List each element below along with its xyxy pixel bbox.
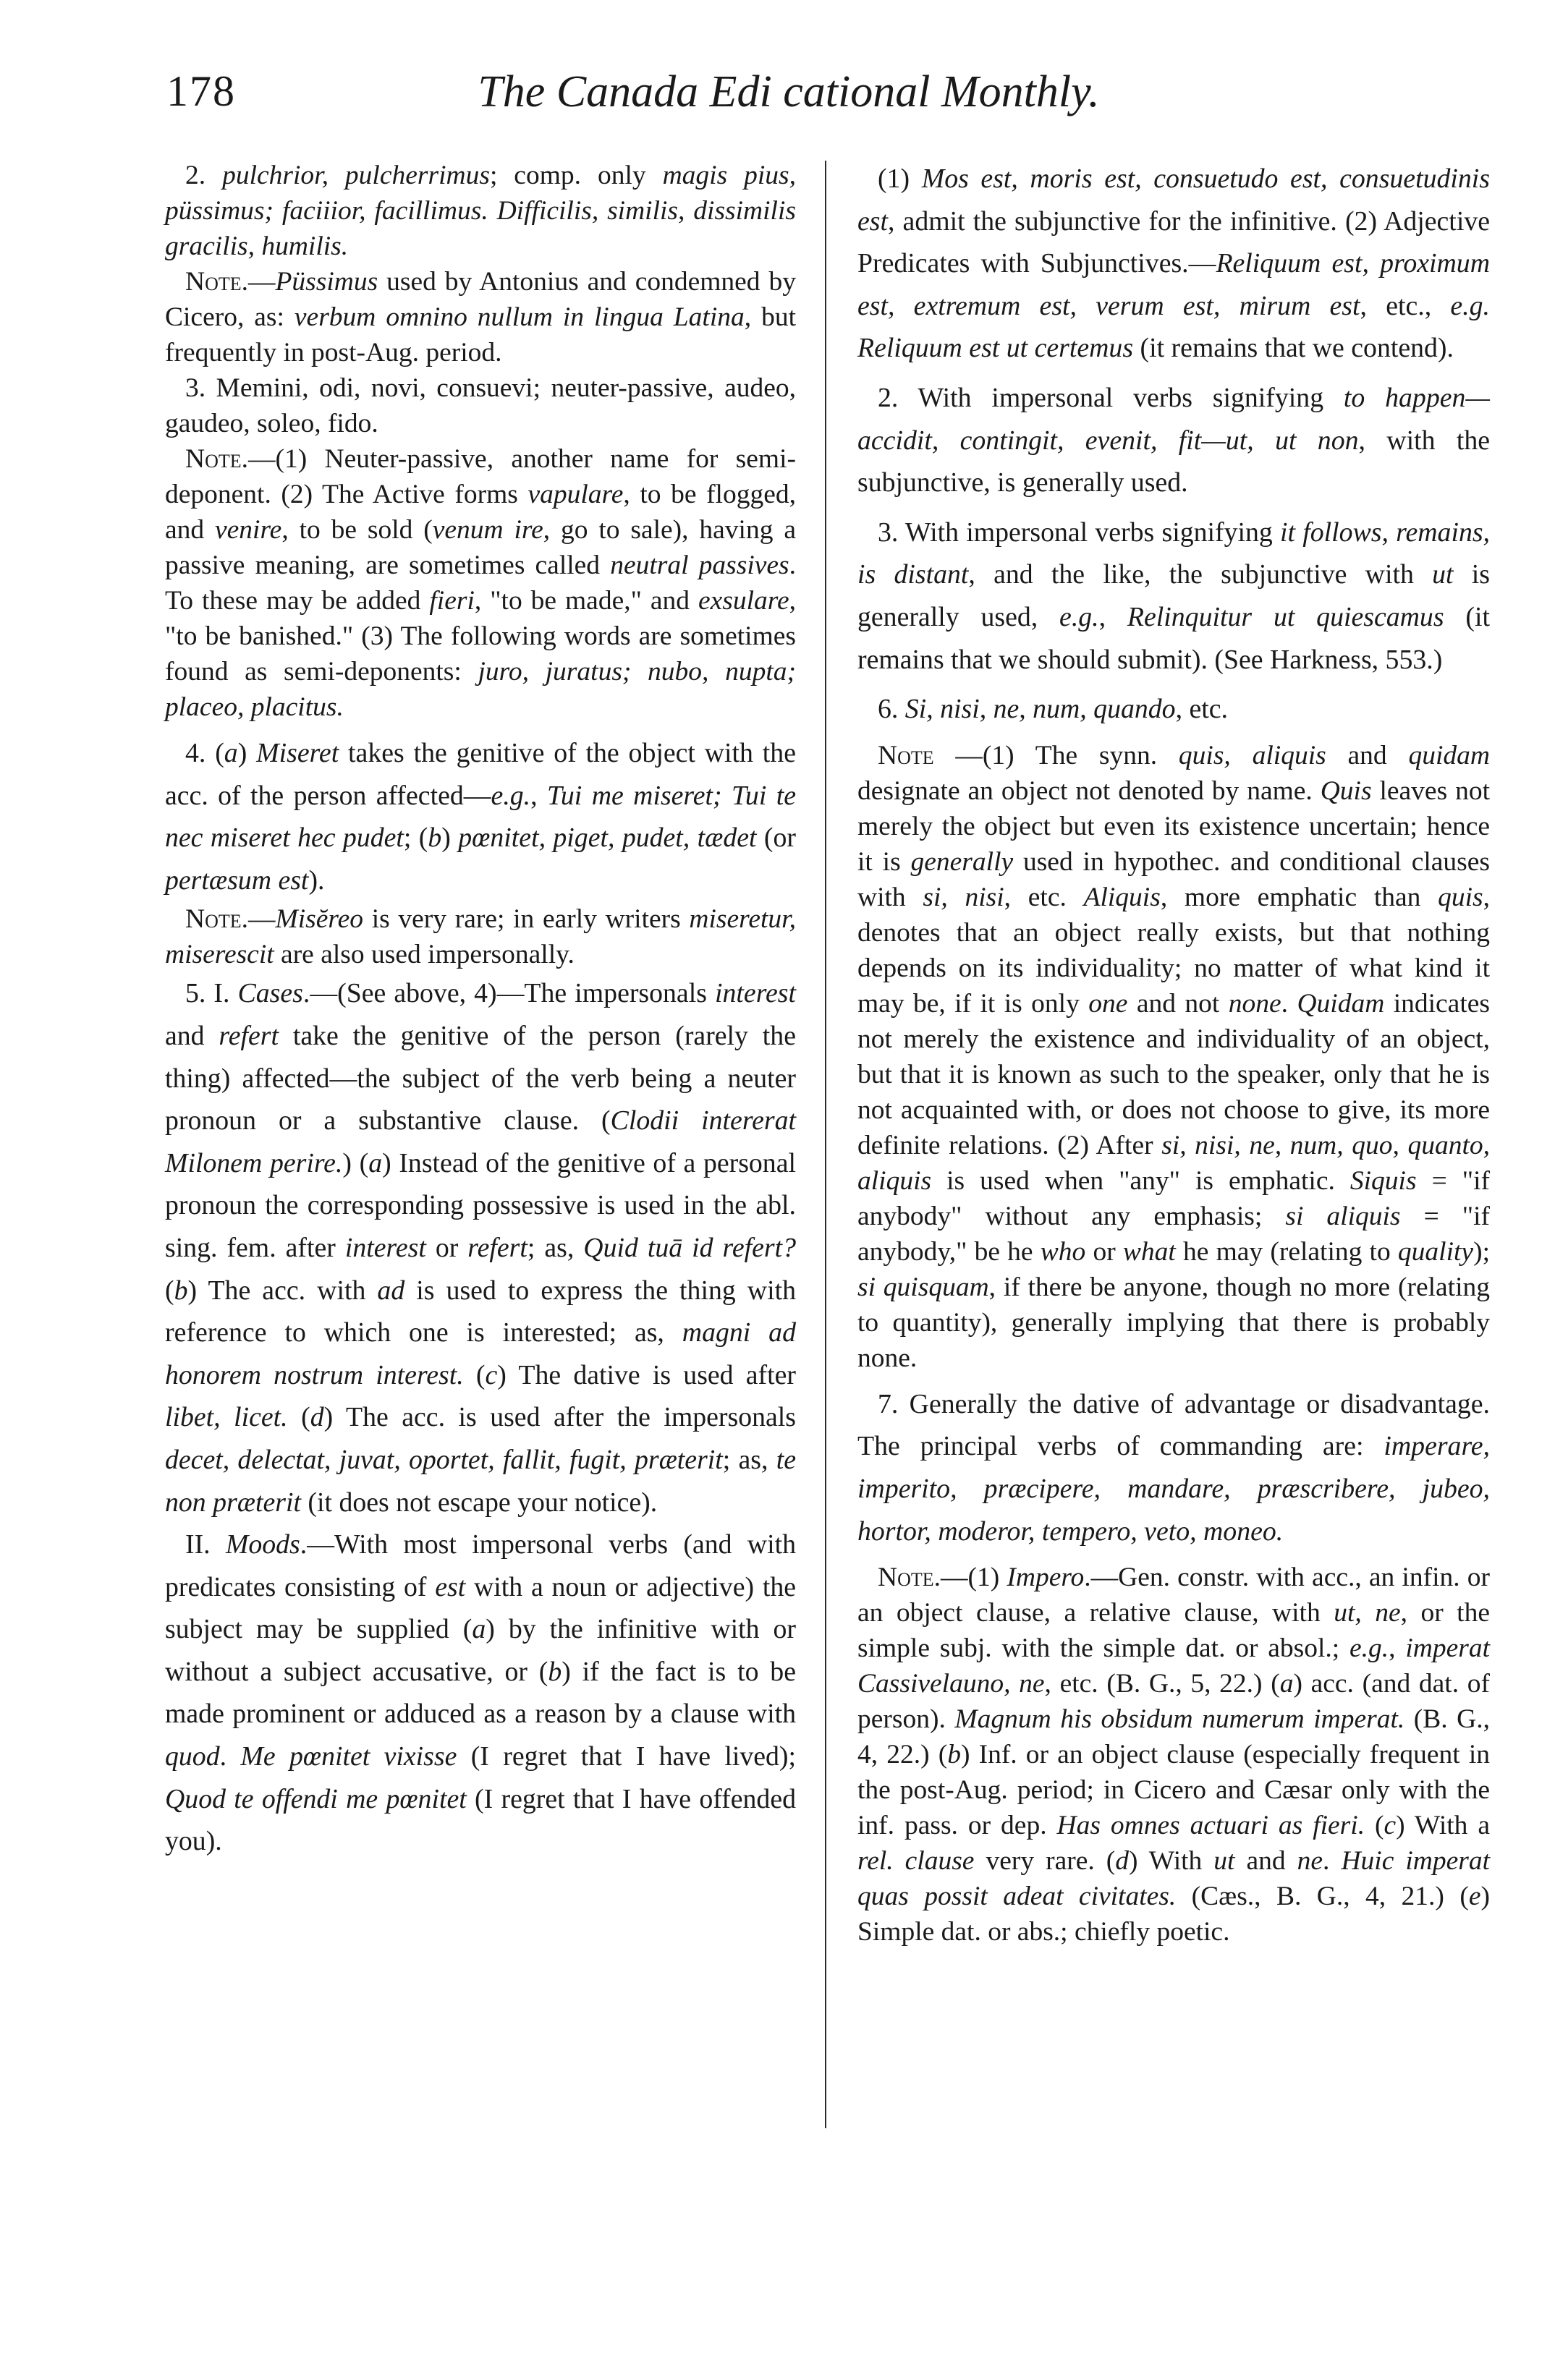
- paragraph: Note.—(1) Impero.—Gen. constr. with acc., an infin. or an object clause, a relative clause, with ut, ne, or the simple subj. with the simple dat. or absol.; e.g., imperat Cassivelauno, ne, etc. (B. G., 5, 22.) (a) acc. (and dat. of person). Magnum his obsidum numerum imperat. (B. G., 4, 22.) (b) Inf. or an object clause (especially frequent in the post-Aug. period; in Cicero and Cæsar only with the inf. pass. or dep. Has omnes actuari as fieri. (c) With a rel. clause very rare. (d) With ut and ne. Huic imperat quas possit adeat civitates. (Cæs., B. G., 4, 21.) (e) Simple dat. or abs.; chiefly poetic.: [857, 1563, 1491, 1947]
- column-divider: [825, 161, 826, 2128]
- paragraph: 6. Si, nisi, ne, num, quando, etc.: [878, 694, 1228, 725]
- page-header: [166, 67, 1411, 132]
- paragraph: II. Moods.—With most impersonal verbs (and with predicates consisting of est with a noun or adjective) the subject may be supplied (a) by the infinitive with or without a subject accusative, or (b) if the fact is to be made prominent or adduced as a reason by a clause with quod. Me pœnitet vixisse (I regret that I have lived); Quod te offendi me pœnitet (I regret that I have offended you).: [165, 1529, 796, 1857]
- paragraph: 4. (a) Miseret takes the genitive of the object with the acc. of the person affected—e.g., Tui me miseret; Tui te nec miseret hec pudet; (b) pœnitet, piget, pudet, tædet (or pertæsum est).: [165, 738, 796, 896]
- paragraph: Note.—Misĕreo is very rare; in early writers miseretur, miserescit are also used impersonally.: [165, 904, 796, 970]
- paragraph: 3. Memini, odi, novi, consuevi; neuter-passive, audeo, gaudeo, soleo, fido.: [165, 373, 796, 438]
- paragraph: Note.—Püssimus used by Antonius and condemned by Cicero, as: verbum omnino nullum in lingua Latina, but frequently in post-Aug. period.: [165, 267, 796, 367]
- paragraph: Note —(1) The synn. quis, aliquis and quidam designate an object not denoted by name. Quis leaves not merely the object but even its existence uncertain; hence it is generally used in hypothec. and conditional clauses with si, nisi, etc. Aliquis, more emphatic than quis, denotes that an object really exists, but that nothing depends on its individuality; no matter of what kind it may be, if it is only one and not none. Quidam indicates not merely the existence and individuality of an object, but that it is known as such to the speaker, only that he is not acquainted with, or does not choose to give, its more definite relations. (2) After si, nisi, ne, num, quo, quanto, aliquis is used when "any" is emphatic. Siquis = "if anybody" without any emphasis; si aliquis = "if anybody," be he who or what he may (relating to quality); si quisquam, if there be anyone, though no more (relating to quantity), generally implying that there is probably none.: [857, 740, 1490, 1373]
- paragraph: 7. Generally the dative of advantage or disadvantage. The principal verbs of commanding are: imperare, imperito, præcipere, mandare, præscribere, jubeo, hortor, moderor, tempero, veto, moneo.: [857, 1388, 1490, 1547]
- page-number: 178: [166, 67, 236, 115]
- paragraph: (1) Mos est, moris est, consuetudo est, consuetudinis est, admit the subjunctive for the infinitive. (2) Adjective Predicates with Subjunctives.—Reliquum est, proximum est, extremum est, verum est, mirum est, etc., e.g. Reliquum est ut certemus (it remains that we contend).: [857, 163, 1490, 364]
- paragraph: 2. With impersonal verbs signifying to happen—accidit, contingit, evenit, fit—ut, ut non, with the subjunctive, is generally used.: [857, 382, 1490, 498]
- paragraph: Note.—(1) Neuter-passive, another name for semi-deponent. (2) The Active forms vapulare, to be flogged, and venire, to be sold (venum ire, go to sale), having a passive meaning, are sometimes called neutral passives. To these may be added fieri, "to be made," and exsulare, "to be banished." (3) The following words are sometimes found as semi-deponents: juro, juratus; nubo, nupta; placeo, placitus.: [165, 444, 796, 722]
- paragraph: 5. I. Cases.—(See above, 4)—The impersonals interest and refert take the genitive of the person (rarely the thing) affected—the subject of the verb being a neuter pronoun or a substantive clause. (Clodii intererat Milonem perire.) (a) Instead of the genitive of a personal pronoun the corresponding possessive is used in the abl. sing. fem. after interest or refert; as, Quid tuā id refert? (b) The acc. with ad is used to express the thing with reference to which one is interested; as, magni ad honorem nostrum interest. (c) The dative is used after libet, licet. (d) The acc. is used after the impersonals decet, delectat, juvat, oportet, fallit, fugit, præterit; as, te non præterit (it does not escape your notice).: [165, 978, 797, 1518]
- running-title: The Canada Edi cational Monthly.: [478, 67, 1100, 116]
- right-column: [857, 158, 1490, 1957]
- paragraph: 3. With impersonal verbs signifying it follows, remains, is distant, and the like, the subjunctive with ut is generally used, e.g., Relinquitur ut quiescamus (it remains that we should submit). (See Harkness, 553.): [857, 517, 1491, 675]
- left-column: [165, 158, 796, 1863]
- paragraph: 2. pulchrior, pulcherrimus; comp. only magis pius, püssimus; faciiior, facillimus. Difficilis, similis, dissimilis gracilis, humilis.: [165, 161, 797, 261]
